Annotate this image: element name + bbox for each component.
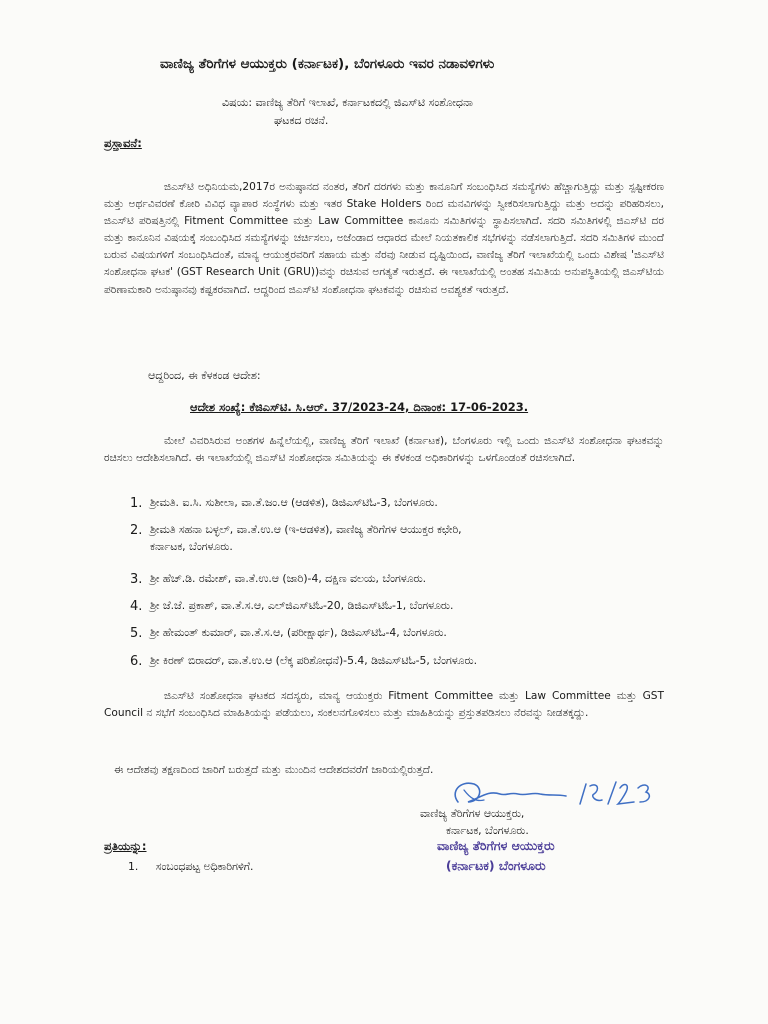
list-item-number: 3. (130, 572, 143, 587)
copy-to-heading: ಪ್ರತಿಯನ್ನು: (104, 839, 147, 853)
member-line: ಶ್ರೀ ಹೆಚ್.ಡಿ. ರಮೇಶ್, ವಾ.ತೆ.ಉ.ಆ (ಜಾರಿ)-4, ದಕ್ಷಿಣ ವಲಯ, ಬೆಂಗಳೂರು. (150, 572, 427, 585)
order-number: ಆದೇಶ ಸಂಖ್ಯೆ: ಕೆಜಿಎಸ್‌ಟಿ. ಸಿ.ಆರ್. 37/2023-24, ದಿನಾಂಕ: 17-06-2023. (190, 400, 529, 414)
stamp-line-2: (ಕರ್ನಾಟಕ) ಬೆಂಗಳೂರು (445, 858, 546, 873)
member-line-2: ಕರ್ನಾಟಕ, ಬೆಂಗಳೂರು. (150, 540, 233, 553)
office-stamp (437, 836, 555, 876)
copy-to-item (128, 860, 253, 874)
list-item-number: 6. (130, 654, 143, 669)
list-item-number: 2. (130, 523, 143, 538)
preamble-heading: ಪ್ರಸ್ತಾವನೆ: (104, 136, 142, 150)
signatory-line-1: ವಾಣಿಜ್ಯ ತೆರಿಗೆಗಳ ಆಯುಕ್ತರು, (420, 807, 525, 820)
member-list (130, 496, 650, 681)
list-item (130, 654, 650, 681)
preamble-text: ಜಿಎಸ್‌ಟಿ ಅಧಿನಿಯಮ,2017ರ ಅನುಷ್ಠಾನದ ನಂತರ, ತೆರಿಗೆ ದರಗಳು ಮತ್ತು ಕಾನೂನಿಗೆ ಸಂಬಂಧಿಸಿದ ಸಮಸ್ಯೆಗಳು ಹೆಚ್ಚಾಗುತ್ತಿದ್ದು ಮತ್ತು ಸ್ಪಷ್ಟೀಕರಣ ಮತ್ತು ಅರ್ಥವಿವರಣೆ ಕೋರಿ ವಿವಿಧ ವ್ಯಾಪಾರ ಸಂಸ್ಥೆಗಳು ಮತ್ತು ಇತರ Stake Holders ರಿಂದ ಮನವಿಗಳನ್ನು ಸ್ವೀಕರಿಸಲಾಗುತ್ತಿದ್ದು ಮತ್ತು ಅದನ್ನು ಪರಿಹರಿಸಲು, ಜಿಎಸ್‌ಟಿ ಪರಿಷತ್ತಿನಲ್ಲಿ Fitment Committee ಮತ್ತು Law Committee ಕಾನೂನು ಸಮಿತಿಗಳನ್ನು ಸ್ಥಾಪಿಸಲಾಗಿದೆ. ಸದರಿ ಸಮಿತಿಗಳಲ್ಲಿ ಜಿಎಸ್‌ಟಿ ದರ ಮತ್ತು ಕಾನೂನಿನ ವಿಷಯಕ್ಕೆ ಸಂಬಂಧಿಸಿದ ಸಮಸ್ಯೆಗಳನ್ನು ಚರ್ಚಿಸಲು, ಅಜೆಂಡಾದ ಆಧಾರದ ಮೇಲೆ ನಿಯತಕಾಲಿಕ ಸಭೆಗಳನ್ನು ನಡೆಸಲಾಗುತ್ತಿದೆ. ಸದರಿ ಸಮಿತಿಗಳ ಮುಂದೆ ಬರುವ ವಿಷಯಗಳಿಗೆ ಸಂಬಂಧಿಸಿದಂತೆ, ಮಾನ್ಯ ಆಯುಕ್ತರವರಿಗೆ ಸಹಾಯ ಮತ್ತು ನೆರವು ನೀಡುವ ದೃಷ್ಟಿಯಿಂದ, ವಾಣಿಜ್ಯ ತೆರಿಗೆ ಇಲಾಖೆಯಲ್ಲಿ ಒಂದು ವಿಶೇಷ 'ಜಿಎಸ್‌ಟಿ ಸಂಶೋಧನಾ ಘಟಕ' (GST Research Unit (GRU))ವನ್ನು ರಚಿಸುವ ಅಗತ್ಯತೆ ಇರುತ್ತದೆ. ಈ ಇಲಾಖೆಯಲ್ಲಿ ಅಂತಹ ಸಮಿತಿಯ ಅನುಪಸ್ಥಿತಿಯಲ್ಲಿ ಜಿಎಸ್‌ಟಿಯ ಪರಿಣಾಮಕಾರಿ ಅನುಷ್ಠಾನವು ಕಷ್ಟಕರವಾಗಿದೆ. ಆದ್ದರಿಂದ ಜಿಎಸ್‌ಟಿ ಸಂಶೋಧನಾ ಘಟಕವನ್ನು ರಚಿಸುವ ಅವಶ್ಯಕತೆ ಇರುತ್ತದೆ. (104, 181, 664, 296)
subject-block (222, 94, 652, 130)
stamp-line-1: ವಾಣಿಜ್ಯ ತೆರಿಗೆಗಳ ಆಯುಕ್ತರು (437, 838, 555, 853)
list-item (130, 626, 650, 654)
effect-text: ಈ ಆದೇಶವು ತಕ್ಷಣದಿಂದ ಜಾರಿಗೆ ಬರುತ್ತದೆ ಮತ್ತು ಮುಂದಿನ ಆದೇಶದವರೆಗೆ ಜಾರಿಯಲ್ಲಿರುತ್ತದೆ. (114, 764, 434, 776)
copy-item-number: 1. (128, 860, 139, 873)
member-line: ಶ್ರೀಮತಿ ಸಹನಾ ಬಳ್ಳಲ್, ವಾ.ತೆ.ಉ.ಆ (ಇ-ಆಡಳಿತ), ವಾಣಿಜ್ಯ ತೆರಿಗೆಗಳ ಆಯುಕ್ತರ ಕಛೇರಿ, (150, 523, 462, 536)
preamble-paragraph (104, 179, 664, 299)
signatory-line-2: ಕರ್ನಾಟಕ, ಬೆಂಗಳೂರು. (446, 824, 529, 837)
subject-line-2: ಘಟಕದ ರಚನೆ. (274, 114, 329, 127)
duties-paragraph (104, 688, 664, 722)
order-body-paragraph (104, 433, 664, 467)
order-body-text: ಮೇಲೆ ವಿವರಿಸಿರುವ ಅಂಶಗಳ ಹಿನ್ನೆಲೆಯಲ್ಲಿ, ವಾಣಿಜ್ಯ ತೆರಿಗೆ ಇಲಾಖೆ (ಕರ್ನಾಟಕ), ಬೆಂಗಳೂರು ಇಲ್ಲಿ ಒಂದು ಜಿಎಸ್‌ಟಿ ಸಂಶೋಧನಾ ಘಟಕವನ್ನು ರಚಿಸಲು ಆದೇಶಿಸಲಾಗಿದೆ. ಈ ಇಲಾಖೆಯಲ್ಲಿ ಜಿಎಸ್‌ಟಿ ಸಂಶೋಧನಾ ಸಮಿತಿಯನ್ನು ಈ ಕೆಳಕಂಡ ಅಧಿಕಾರಿಗಳನ್ನು ಒಳಗೊಂಡಂತೆ ರಚಿಸಲಾಗಿದೆ. (104, 435, 664, 465)
duties-text: ಜಿಎಸ್‌ಟಿ ಸಂಶೋಧನಾ ಘಟಕದ ಸದಸ್ಯರು, ಮಾನ್ಯ ಆಯುಕ್ತರು Fitment Committee ಮತ್ತು Law Committee ಮತ್ತು GST Council ನ ಸಭೆಗೆ ಸಂಬಂಧಿಸಿದ ಮಾಹಿತಿಯನ್ನು ಪಡೆಯಲು, ಸಂಕಲನಗೊಳಿಸಲು ಮತ್ತು ಮಾಹಿತಿಯನ್ನು ಪ್ರಸ್ತುತಪಡಿಸಲು ನೆರವನ್ನು ನೀಡತಕ್ಕದ್ದು. (104, 690, 664, 720)
copy-item-text: ಸಂಬಂಧಪಟ್ಟ ಅಧಿಕಾರಿಗಳಿಗೆ. (155, 860, 254, 873)
list-item (130, 496, 650, 523)
document-title: ವಾಣಿಜ್ಯ ತೆರಿಗೆಗಳ ಆಯುಕ್ತರು (ಕರ್ನಾಟಕ), ಬೆಂಗಳೂರು ಇವರ ನಡಾವಳಿಗಳು (160, 56, 495, 72)
member-line: ಶ್ರೀ ಕಿರಣ್ ಬಿರಾದರ್, ವಾ.ತೆ.ಉ.ಆ (ಲೆಕ್ಕ ಪರಿಶೋಧನೆ)-5.4, ಡಿಜಿಎಸ್‌ಟಿಓ-5, ಬೆಂಗಳೂರು. (150, 654, 478, 667)
member-line: ಶ್ರೀಮತಿ. ಐ.ಸಿ. ಸುಶೀಲಾ, ವಾ.ತೆ.ಜಂ.ಆ (ಆಡಳಿತ), ಡಿಜಿಎಸ್‌ಟಿಓ-3, ಬೆಂಗಳೂರು. (150, 496, 438, 509)
list-item (130, 599, 650, 626)
subject-line-1: ವಿಷಯ: ವಾಣಿಜ್ಯ ತೆರಿಗೆ ಇಲಾಖೆ, ಕರ್ನಾಟಕದಲ್ಲಿ ಜಿಎಸ್‌ಟಿ ಸಂಶೋಧನಾ (222, 96, 473, 109)
list-item-number: 4. (130, 599, 143, 614)
list-item (130, 572, 650, 599)
list-item-number: 5. (130, 626, 143, 641)
signatory-block (420, 805, 529, 839)
member-line: ಶ್ರೀ ಹೇಮಂತ್ ಕುಮಾರ್, ವಾ.ತೆ.ಸ.ಆ, (ಪರೀಕ್ಷಾರ್ಥ), ಡಿಜಿಎಸ್‌ಟಿಓ-4, ಬೆಂಗಳೂರು. (150, 626, 447, 639)
list-item-number: 1. (130, 496, 143, 511)
member-line: ಶ್ರೀ ಜೆ.ಜೆ. ಪ್ರಕಾಶ್, ವಾ.ತೆ.ಸ.ಆ, ಎಲ್‌ಜಿಎಸ್‌ಟಿಓ-20, ಡಿಜಿಎಸ್‌ಟಿಓ-1, ಬೆಂಗಳೂರು. (150, 599, 454, 612)
list-item (130, 523, 650, 572)
therefore-line: ಆದ್ದರಿಂದ, ಈ ಕೆಳಕಂಡ ಆದೇಶ: (148, 369, 261, 382)
